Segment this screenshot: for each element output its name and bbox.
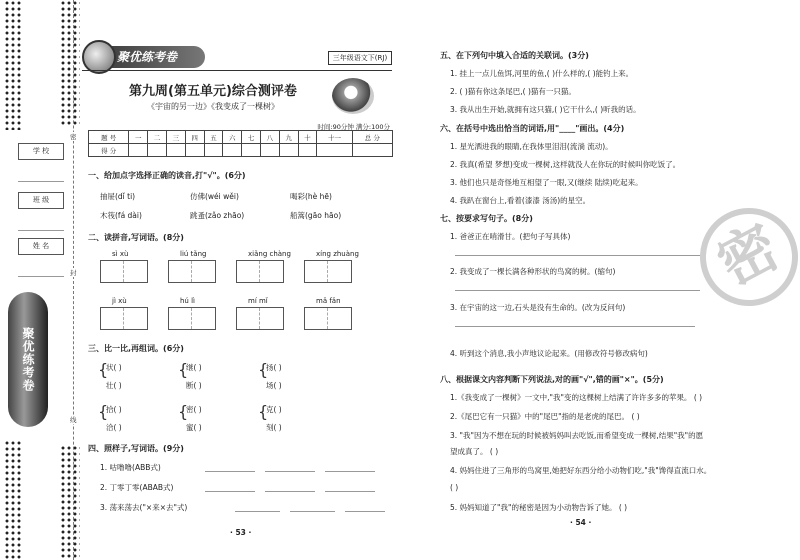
vertical-logo: 聚优练考卷 <box>8 292 48 427</box>
pinyin-label: xíng zhuàng <box>316 250 359 258</box>
judge-item[interactable]: ( ) <box>450 483 459 492</box>
pattern-item: 2. 丁零丁零(ABAB式) <box>100 483 174 492</box>
dot-pattern-right-top <box>60 0 80 125</box>
section-3-title: 三、比一比,再组词。(6分) <box>88 344 184 353</box>
answer-line[interactable] <box>345 511 385 512</box>
conjunction-item[interactable]: 3. 我从出生开始,就拥有这只猫,( )它干什么,( )听我的话。 <box>450 105 641 114</box>
score-cell[interactable] <box>185 144 204 157</box>
writing-grid[interactable] <box>168 307 216 330</box>
answer-line[interactable] <box>235 511 280 512</box>
score-cell[interactable] <box>279 144 298 157</box>
pinyin-item[interactable]: 船篙(gāo hāo) <box>290 211 342 220</box>
score-header: 七 <box>242 131 261 144</box>
score-table <box>88 130 393 157</box>
dot-pattern-bottom <box>4 440 22 560</box>
seal-char-1: 密 <box>70 133 77 141</box>
cartoon-illustration-icon <box>332 78 374 114</box>
score-header: 八 <box>261 131 280 144</box>
conjunction-item[interactable]: 2. ( )猫有你这条尾巴,( )猫有一只猫。 <box>450 87 576 96</box>
section-4-title: 四、照样子,写词语。(9分) <box>88 444 184 453</box>
pinyin-label: liú tǎng <box>180 250 207 258</box>
brace: { <box>178 402 189 421</box>
score-cell[interactable] <box>148 144 167 157</box>
grade-badge: 三年级语文下(RJ) <box>328 51 392 65</box>
judge-item[interactable]: 5. 妈妈知道了"我"的秘密是因为小动物告诉了她。 ( ) <box>450 503 628 512</box>
brace: { <box>178 360 189 379</box>
answer-line[interactable] <box>455 255 700 256</box>
score-cell[interactable] <box>204 144 223 157</box>
score-header: 九 <box>279 131 298 144</box>
answer-line[interactable] <box>265 471 315 472</box>
section-8-title: 八、根据课文内容判断下列说法,对的画"√",错的画"×"。(5分) <box>440 375 664 384</box>
score-header: 题 号 <box>89 131 129 144</box>
answer-line[interactable] <box>455 290 700 291</box>
score-cell[interactable] <box>261 144 280 157</box>
brace: { <box>98 402 109 421</box>
word-choice-item[interactable]: 4. 我趴在窗台上,看着(漆漆 汤汤)的星空。 <box>450 196 591 205</box>
word-choice-item[interactable]: 1. 星光洒进我的眼睛,在我体里泪泪(流淌 流动)。 <box>450 142 613 151</box>
compare-item[interactable]: 断( ) <box>186 381 202 390</box>
school-field[interactable] <box>18 160 64 182</box>
conjunction-item[interactable]: 1. 挂上一点儿鱼饵,河里的鱼,( )什么样的,( )能钓上来。 <box>450 69 634 78</box>
section-7-title: 七、按要求写句子。(8分) <box>440 214 533 223</box>
pinyin-label: xiǎng chàng <box>248 250 291 258</box>
answer-line[interactable] <box>205 471 255 472</box>
score-label: 得 分 <box>89 144 129 157</box>
compare-item[interactable]: 壮( ) <box>106 381 122 390</box>
section-5-title: 五、在下列句中填入合适的关联词。(3分) <box>440 51 589 60</box>
score-cell[interactable] <box>129 144 148 157</box>
answer-line[interactable] <box>290 511 335 512</box>
score-cell[interactable] <box>352 144 392 157</box>
pinyin-item[interactable]: 喝彩(hè hē) <box>290 192 332 201</box>
answer-line[interactable] <box>325 471 375 472</box>
pinyin-item[interactable]: 木筏(fá dài) <box>100 211 142 220</box>
score-header: 三 <box>166 131 185 144</box>
confidential-stamp: 密 <box>683 191 800 324</box>
judge-item[interactable]: 1.《我变成了一棵树》一文中,"我"变的这棵树上结满了许许多多的苹果。 ( ) <box>450 393 703 402</box>
sentence-task: 3. 在宇宙的这一边,石头是没有生命的。(改为反问句) <box>450 303 626 312</box>
compare-item[interactable]: 洽( ) <box>106 423 122 432</box>
writing-grid[interactable] <box>304 307 352 330</box>
judge-item[interactable]: 3. "我"因为不想在玩的时候被妈妈叫去吃饭,而希望变成一棵树,结果"我"的愿 <box>450 431 704 440</box>
header-rule <box>82 70 392 71</box>
name-field[interactable] <box>18 255 64 277</box>
sentence-task: 1. 爸爸正在哨滑甘。(把句子写具体) <box>450 232 571 241</box>
writing-grid[interactable] <box>100 260 148 283</box>
page-title: 第九周(第五单元)综合测评卷 <box>129 84 297 99</box>
writing-grid[interactable] <box>236 260 284 283</box>
pinyin-item[interactable]: 跳蚤(zǎo zhāo) <box>190 211 245 220</box>
score-cell[interactable] <box>242 144 261 157</box>
writing-grid[interactable] <box>100 307 148 330</box>
pinyin-label: mǎ fǎn <box>316 297 341 305</box>
score-cell[interactable] <box>298 144 317 157</box>
section-1-title: 一、给加点字选择正确的读音,打"√"。(6分) <box>88 171 246 180</box>
exam-time: 时间:90分钟 满分:100分 <box>317 123 390 131</box>
brace: { <box>258 402 269 421</box>
section-6-title: 六、在括号中选出恰当的词语,用"____"画出。(4分) <box>440 124 625 133</box>
writing-grid[interactable] <box>236 307 284 330</box>
sentence-task: 2. 我变成了一棵长满各种形状的鸟窝的树。(缩句) <box>450 267 616 276</box>
binding-strip <box>0 0 82 560</box>
answer-line[interactable] <box>455 326 695 327</box>
brace: { <box>258 360 269 379</box>
word-choice-item[interactable]: 3. 他们也只是奇怪地互相望了一眼,又(继续 陆续)吃起来。 <box>450 178 643 187</box>
score-header: 六 <box>223 131 242 144</box>
score-header: 二 <box>148 131 167 144</box>
school-label: 学 校 <box>18 143 64 160</box>
compare-item[interactable]: 克( ) <box>266 405 282 414</box>
compare-item[interactable]: 拾( ) <box>106 405 122 414</box>
score-header: 五 <box>204 131 223 144</box>
page-number-right: · 54 · <box>570 518 592 527</box>
writing-grid[interactable] <box>168 260 216 283</box>
pinyin-label: mí mǐ <box>248 297 268 305</box>
score-header: 四 <box>185 131 204 144</box>
answer-line[interactable] <box>325 491 375 492</box>
pinyin-label: jì xù <box>112 297 127 305</box>
seal-char-2: 封 <box>70 269 77 277</box>
page-subtitle: 《宇宙的另一边》《我变成了一棵树》 <box>147 102 279 111</box>
compare-item[interactable]: 扬( ) <box>266 363 282 372</box>
pinyin-item[interactable]: 仿佛(wéi wěi) <box>190 192 239 201</box>
pinyin-label: sì xù <box>112 250 129 258</box>
judge-item[interactable]: 望成真了。 ( ) <box>450 447 499 456</box>
sentence-task: 4. 听到这个消息,我小声地议论起来。(用修改符号修改病句) <box>450 349 648 358</box>
score-cell[interactable] <box>317 144 352 157</box>
score-cell[interactable] <box>223 144 242 157</box>
brace: { <box>98 360 109 379</box>
seal-char-3: 线 <box>70 416 77 424</box>
class-label: 班 级 <box>18 192 64 209</box>
answer-line[interactable] <box>205 491 255 492</box>
class-field[interactable] <box>18 209 64 231</box>
score-header: 十一 <box>317 131 352 144</box>
globe-icon <box>82 40 116 74</box>
pinyin-item[interactable]: 抽屉(dǐ ti) <box>100 192 136 201</box>
judge-item[interactable]: 4. 妈妈住进了三角形的鸟窝里,她把好东西分给小动物们吃,"我"馋得直流口水。 <box>450 466 712 475</box>
section-2-title: 二、读拼音,写词语。(8分) <box>88 233 184 242</box>
compare-item[interactable]: 刻( ) <box>266 423 282 432</box>
score-header: 一 <box>129 131 148 144</box>
brand-banner: 聚优练考卷 <box>85 46 205 68</box>
page-number-left: · 53 · <box>230 528 252 537</box>
pattern-item: 3. 荡来荡去("×来×去"式) <box>100 503 188 512</box>
dot-pattern-right-bottom <box>60 445 80 560</box>
word-choice-item[interactable]: 2. 我真(希望 梦想)变成一棵树,这样就没人在你玩的时候叫你吃饭了。 <box>450 160 681 169</box>
pattern-item: 1. 咕噜噜(ABB式) <box>100 463 161 472</box>
compare-item[interactable]: 状( ) <box>106 363 122 372</box>
compare-item[interactable]: 继( ) <box>186 363 202 372</box>
compare-item[interactable]: 蜜( ) <box>186 423 202 432</box>
judge-item[interactable]: 2.《尾巴它有一只猫》中的"尾巴"指的是老虎的尾巴。 ( ) <box>450 412 640 421</box>
compare-item[interactable]: 场( ) <box>266 381 282 390</box>
score-header: 总 分 <box>352 131 392 144</box>
seal-line <box>73 0 74 560</box>
writing-grid[interactable] <box>304 260 352 283</box>
score-header: 十 <box>298 131 317 144</box>
score-cell[interactable] <box>166 144 185 157</box>
compare-item[interactable]: 密( ) <box>186 405 202 414</box>
name-label: 姓 名 <box>18 238 64 255</box>
pinyin-label: hú lì <box>180 297 195 305</box>
dot-pattern-top <box>4 0 22 130</box>
answer-line[interactable] <box>265 491 315 492</box>
